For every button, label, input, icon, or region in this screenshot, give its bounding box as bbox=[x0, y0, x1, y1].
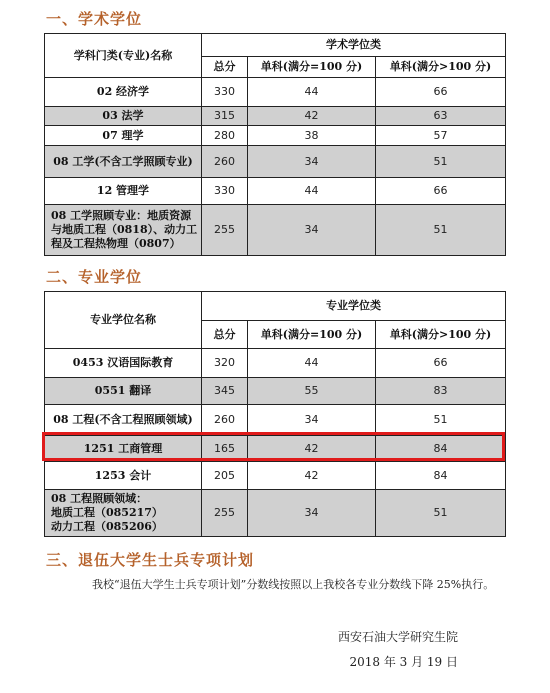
row-single-gt100: 57 bbox=[376, 126, 506, 146]
row-single100: 34 bbox=[248, 405, 376, 436]
row-name: 03 法学 bbox=[45, 107, 202, 126]
row-single-gt100: 84 bbox=[376, 462, 506, 490]
row-name: 0551 翻译 bbox=[45, 378, 202, 405]
row-name: 12 管理学 bbox=[45, 178, 202, 205]
name-header: 专业学位名称 bbox=[45, 292, 202, 349]
row-single100: 55 bbox=[248, 378, 376, 405]
row-single100: 34 bbox=[248, 205, 376, 256]
row-total: 320 bbox=[202, 349, 248, 378]
table-row bbox=[45, 462, 506, 490]
row-single-gt100: 66 bbox=[376, 178, 506, 205]
highlight-box bbox=[42, 432, 505, 461]
row-single100: 42 bbox=[248, 436, 376, 462]
professional-degree-table bbox=[44, 291, 506, 537]
table-row bbox=[45, 126, 506, 146]
row-total: 260 bbox=[202, 146, 248, 178]
row-total: 345 bbox=[202, 378, 248, 405]
row-name: 0453 汉语国际教育 bbox=[45, 349, 202, 378]
row-name: 08 工程(不含工程照顾领域) bbox=[45, 405, 202, 436]
col-single-gt100-header: 单科(满分>100 分) bbox=[376, 321, 506, 349]
table-row bbox=[45, 349, 506, 378]
section1-title: 一、学术学位 bbox=[46, 10, 143, 28]
table-row bbox=[45, 107, 506, 126]
row-name: 08 工程照顾领域： 地质工程（085217） 动力工程（085206） bbox=[45, 490, 202, 537]
signature-org: 西安石油大学研究生院 bbox=[337, 630, 458, 644]
row-single100: 38 bbox=[248, 126, 376, 146]
group-header: 学术学位类 bbox=[202, 34, 506, 57]
row-name: 02 经济学 bbox=[45, 78, 202, 107]
academic-degree-table bbox=[44, 33, 506, 256]
section3-title: 三、退伍大学生士兵专项计划 bbox=[46, 551, 255, 569]
row-name: 08 工学(不含工学照顾专业) bbox=[45, 146, 202, 178]
row-single100: 44 bbox=[248, 178, 376, 205]
row-name: 07 理学 bbox=[45, 126, 202, 146]
row-single-gt100: 63 bbox=[376, 107, 506, 126]
table-row bbox=[45, 405, 506, 436]
col-single-gt100-header: 单科(满分>100 分) bbox=[376, 57, 506, 78]
row-single-gt100: 66 bbox=[376, 78, 506, 107]
row-total: 260 bbox=[202, 405, 248, 436]
row-name: 1253 会计 bbox=[45, 462, 202, 490]
row-name: 08 工学照顾专业：地质资源与地质工程（0818）、动力工程及工程热物理（0807） bbox=[45, 205, 202, 256]
row-single-gt100: 51 bbox=[376, 205, 506, 256]
row-single-gt100: 51 bbox=[376, 146, 506, 178]
col-total-header: 总分 bbox=[202, 321, 248, 349]
row-total: 280 bbox=[202, 126, 248, 146]
row-total: 165 bbox=[202, 436, 248, 462]
table-row bbox=[45, 178, 506, 205]
group-header: 专业学位类 bbox=[202, 292, 506, 321]
row-total: 255 bbox=[202, 490, 248, 537]
row-single-gt100: 84 bbox=[376, 436, 506, 462]
col-total-header: 总分 bbox=[202, 57, 248, 78]
row-total: 205 bbox=[202, 462, 248, 490]
table-row bbox=[45, 378, 506, 405]
table-row bbox=[45, 78, 506, 107]
row-total: 255 bbox=[202, 205, 248, 256]
name-header: 学科门类(专业)名称 bbox=[45, 34, 202, 78]
col-single100-header: 单科(满分=100 分) bbox=[248, 57, 376, 78]
table-row bbox=[45, 146, 506, 178]
row-single-gt100: 51 bbox=[376, 490, 506, 537]
table-row bbox=[45, 205, 506, 256]
row-total: 330 bbox=[202, 178, 248, 205]
row-single100: 42 bbox=[248, 107, 376, 126]
row-name: 1251 工商管理 bbox=[45, 436, 202, 462]
section3-paragraph: 我校“退伍大学生士兵专项计划”分数线按照以上我校各专业分数线下降 25%执行。 bbox=[92, 578, 495, 591]
row-single100: 44 bbox=[248, 78, 376, 107]
row-total: 315 bbox=[202, 107, 248, 126]
row-single-gt100: 51 bbox=[376, 405, 506, 436]
row-total: 330 bbox=[202, 78, 248, 107]
signature-date: 2018 年 3 月 19 日 bbox=[349, 655, 458, 669]
row-single100: 34 bbox=[248, 490, 376, 537]
section2-title: 二、专业学位 bbox=[46, 268, 143, 286]
row-single-gt100: 66 bbox=[376, 349, 506, 378]
table-row bbox=[45, 490, 506, 537]
row-single100: 42 bbox=[248, 462, 376, 490]
row-single100: 44 bbox=[248, 349, 376, 378]
col-single100-header: 单科(满分=100 分) bbox=[248, 321, 376, 349]
row-single100: 34 bbox=[248, 146, 376, 178]
row-single-gt100: 83 bbox=[376, 378, 506, 405]
